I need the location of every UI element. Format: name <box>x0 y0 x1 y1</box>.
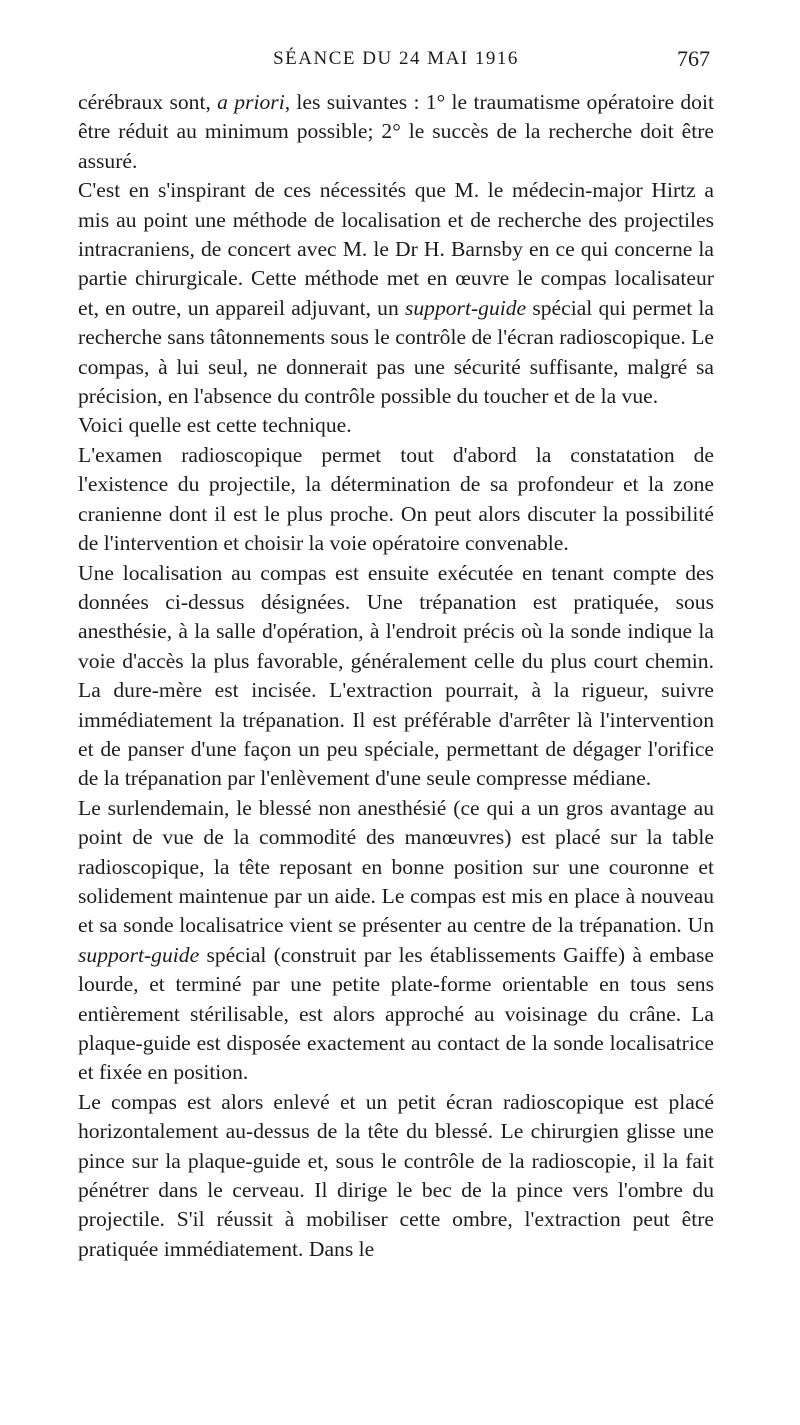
italic-term: a priori <box>217 90 285 114</box>
paragraph: Une localisation au compas est ensuite exécutée en tenant compte des données ci-dessus désignées. Une trépanation est pratiquée, sous anesthésie, à la salle d'opération, à l'endroit précis où la sonde indique la voie d'accès la plus favorable, généralement celle du plus court chemin. La dure-mère est incisée. L'extraction pourrait, à la rigueur, suivre immédiatement la trépanation. Il est préférable d'arrêter là l'intervention et de panser d'une façon un peu spéciale, permettant de dégager l'orifice de la trépanation par l'enlèvement d'une seule compresse médiane. <box>78 560 714 791</box>
paragraph: Voici quelle est cette technique. <box>78 413 352 438</box>
document-page <box>78 44 714 1264</box>
italic-term: support-guide <box>404 295 527 320</box>
paragraph: Le surlendemain, le blessé non anesthésié (ce qui a un gros avantage au point de vue de la commodité des manœuvres) est placé sur la table radioscopique, la tête reposant en bonne position sur une couronne et solidement maintenue par un aide. Le compas est mis en place à nouveau et sa sonde localisatrice vient se présenter au centre de la trépanation. Un support-guide spécial (construit par les établissements Gaiffe) à embase lourde, et terminé par une petite plate-forme orientable en tous sens entièrement stérilisable, est alors approché au voisinage du crâne. La plaque-guide est disposée exactement au contact de la sonde localisatrice et fixée en position. <box>78 795 714 1085</box>
page-number: 767 <box>677 46 710 71</box>
paragraph: cérébraux sont, a priori, les suivantes : 1° le traumatisme opératoire doit être réduit au minimum possible; 2° le succès de la recherche doit être assuré. <box>78 90 714 173</box>
paragraph: Le compas est alors enlevé et un petit écran radioscopique est placé horizontalement au-dessus de la tête du blessé. Le chirurgien glisse une pince sur la plaque-guide et, sous le contrôle de la radioscopie, il la fait pénétrer dans le cerveau. Il dirige le bec de la pince vers l'ombre du projectile. S'il réussit à mobiliser cette ombre, l'extraction peut être pratiquée immédiatement. Dans le <box>78 1089 714 1261</box>
italic-term: support-guide <box>78 942 200 967</box>
paragraph: L'examen radioscopique permet tout d'abord la constatation de l'existence du projectile, la détermination de sa profondeur et la zone cranienne dont il est le plus proche. On peut alors discuter la possibilité de l'intervention et choisir la voie opératoire convenable. <box>78 442 714 556</box>
body-text <box>78 88 714 1264</box>
paragraph: C'est en s'inspirant de ces nécessités que M. le médecin-major Hirtz a mis au point une méthode de localisation et de recherche des projectiles intracraniens, de concert avec M. le Dr H. Barnsby en ce qui concerne la partie chirurgicale. Cette méthode met en œuvre le compas localisateur et, en outre, un appareil adjuvant, un support-guide spécial qui permet la recherche sans tâtonnements sous le contrôle de l'écran radioscopique. Le compas, à lui seul, ne donnerait pas une sécurité suffisante, malgré sa précision, en l'absence du contrôle possible du toucher et de la vue. <box>78 178 714 409</box>
running-title: SÉANCE DU 24 MAI 1916 <box>273 48 519 69</box>
running-header <box>78 44 714 74</box>
